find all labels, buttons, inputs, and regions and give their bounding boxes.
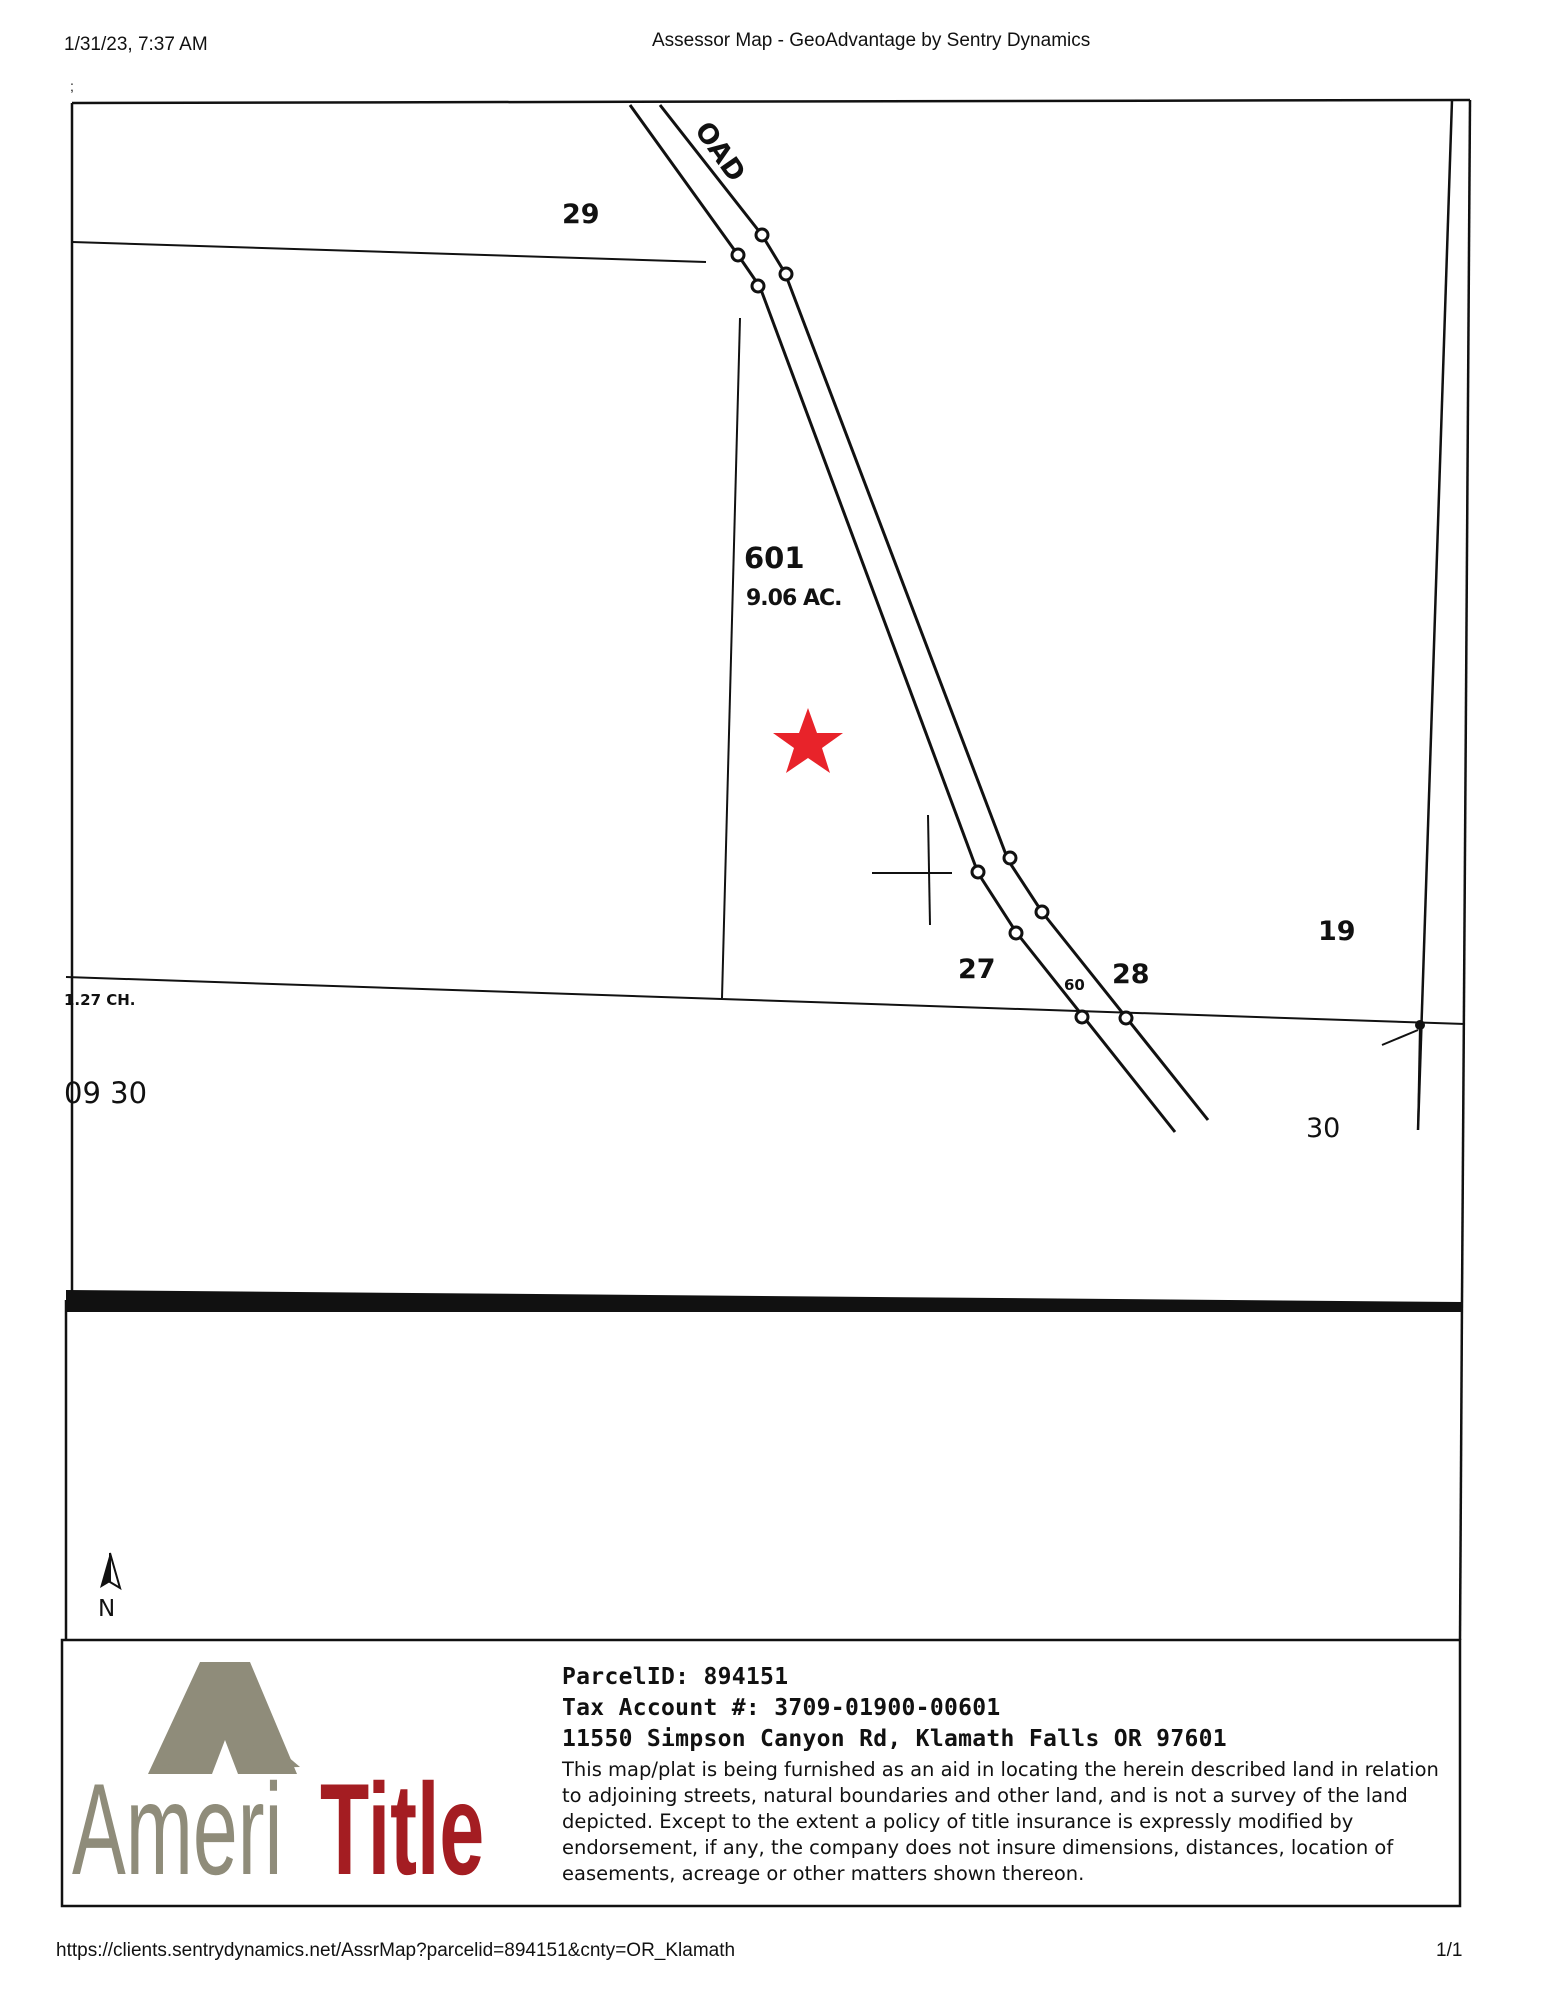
- monument: [780, 268, 792, 280]
- map-border: [66, 100, 1470, 1640]
- parcel-29-label: 29: [562, 199, 600, 230]
- monument: [1010, 927, 1022, 939]
- tax-account: Tax Account #: 3709-01900-00601: [562, 1695, 1001, 1721]
- monument: [1076, 1011, 1088, 1023]
- parcel-28-label: 28: [1112, 959, 1150, 990]
- page-url: https://clients.sentrydynamics.net/AssrMap?parcelid=894151&cnty=OR_Klamath: [56, 1940, 736, 1961]
- parcel-27-label: 27: [958, 954, 996, 985]
- parcel-601-label: 601: [744, 541, 805, 575]
- monument: [756, 229, 768, 241]
- north-label: N: [98, 1596, 116, 1622]
- parcel-19-label: 19: [1318, 916, 1356, 947]
- stray-mark: ;: [70, 78, 74, 94]
- page-number: 1/1: [1436, 1940, 1463, 1961]
- north-arrow-icon: [100, 1553, 120, 1588]
- section-label: 09 30: [64, 1076, 148, 1110]
- road-monuments: [732, 229, 1132, 1024]
- monument: [972, 866, 984, 878]
- subject-property-star-icon: [773, 708, 843, 773]
- monument: [1120, 1012, 1132, 1024]
- logo-word-title: Title: [320, 1756, 485, 1892]
- property-address: 11550 Simpson Canyon Rd, Klamath Falls OR 97601: [562, 1726, 1227, 1752]
- map-divider-band: [66, 1290, 1462, 1312]
- parcel-id: ParcelID: 894151: [562, 1664, 789, 1690]
- acreage-label: 9.06 AC.: [746, 586, 842, 611]
- section-corner-dot: [1415, 1020, 1425, 1030]
- monument: [1004, 852, 1016, 864]
- parcel-30-label: 30: [1306, 1113, 1341, 1144]
- page-title: Assessor Map - GeoAdvantage by Sentry Dynamics: [652, 30, 1091, 51]
- monument: [1036, 906, 1048, 918]
- road-name-label: OAD: [688, 116, 752, 188]
- print-date: 1/31/23, 7:37 AM: [64, 34, 208, 55]
- chains-label: 1.27 CH.: [64, 991, 136, 1009]
- logo-word-ameri: Ameri: [72, 1756, 283, 1892]
- monument: [752, 280, 764, 292]
- monument: [732, 249, 744, 261]
- ameri-title-logo: [72, 1662, 572, 1892]
- corner-60-label: 60: [1064, 976, 1085, 994]
- parcel-lines: [66, 242, 1465, 1130]
- disclaimer-text: This map/plat is being furnished as an aid in locating the herein described land in relation to adjoining streets, natural boundaries and other land, and is not a survey of the land depicted. Except to the extent a policy of title insurance is expressly modified by endorsement, if any, the company does not insure dimensions, distances, location of easements, acreage or other matters shown thereon.: [562, 1758, 1439, 1885]
